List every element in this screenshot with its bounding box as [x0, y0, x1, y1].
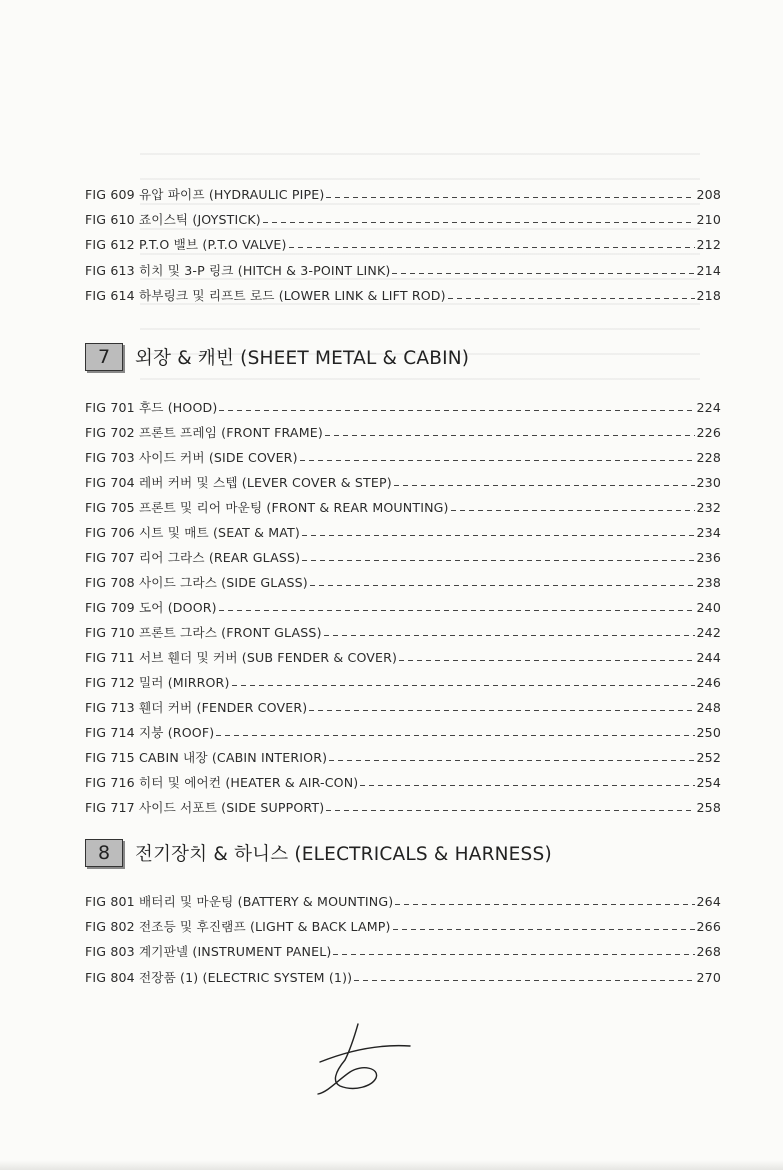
- toc-entry[interactable]: [85, 697, 721, 717]
- toc-entry-label: FIG 613 히치 및 3-P 링크 (HITCH & 3-POINT LINK): [85, 263, 391, 278]
- toc-entry-page: 258: [696, 800, 721, 815]
- toc-entry[interactable]: [85, 522, 721, 542]
- dot-leader: [394, 485, 695, 486]
- toc-entry-label: FIG 703 사이드 커버 (SIDE COVER): [85, 450, 298, 465]
- toc-entry-label: FIG 702 프론트 프레임 (FRONT FRAME): [85, 425, 323, 440]
- toc-entry[interactable]: [85, 209, 721, 229]
- dot-leader: [216, 735, 694, 736]
- toc-entry-label: FIG 610 죠이스틱 (JOYSTICK): [85, 212, 261, 227]
- dot-leader: [325, 435, 695, 436]
- toc-entry-page: 228: [696, 450, 721, 465]
- toc-entry[interactable]: [85, 472, 721, 492]
- toc-entry-page: 246: [696, 675, 721, 690]
- toc-entry[interactable]: [85, 497, 721, 517]
- dot-leader: [326, 197, 694, 198]
- dot-leader: [392, 273, 694, 274]
- section-number-box: 8: [85, 839, 123, 867]
- toc-entry-label: FIG 715 CABIN 내장 (CABIN INTERIOR): [85, 750, 328, 765]
- toc-entry-page: 234: [696, 525, 721, 540]
- toc-entry-label: FIG 712 밀러 (MIRROR): [85, 675, 230, 690]
- toc-entry-label: FIG 709 도어 (DOOR): [85, 600, 217, 615]
- toc-entry[interactable]: [85, 184, 721, 204]
- toc-entry[interactable]: [85, 772, 721, 792]
- toc-entry[interactable]: [85, 234, 721, 254]
- toc-entry-page: 268: [696, 944, 721, 959]
- toc-entry-page: 224: [696, 400, 721, 415]
- section-heading-8: [85, 838, 552, 868]
- toc-entry[interactable]: [85, 672, 721, 692]
- toc-entry[interactable]: [85, 797, 721, 817]
- toc-entry-label: FIG 614 하부링크 및 리프트 로드 (LOWER LINK & LIFT ROD): [85, 288, 446, 303]
- toc-entry-page: 232: [696, 500, 721, 515]
- toc-entry[interactable]: [85, 422, 721, 442]
- dot-leader: [324, 635, 695, 636]
- toc-entry-page: 240: [696, 600, 721, 615]
- dot-leader: [354, 980, 694, 981]
- toc-entry-page: 218: [696, 288, 721, 303]
- toc-entry-label: FIG 717 사이드 서포트 (SIDE SUPPORT): [85, 800, 325, 815]
- toc-entry[interactable]: [85, 285, 721, 305]
- toc-entry-label: FIG 701 후드 (HOOD): [85, 400, 218, 415]
- dot-leader: [451, 510, 695, 511]
- toc-entry-label: FIG 705 프론트 및 리어 마운팅 (FRONT & REAR MOUNTING): [85, 500, 449, 515]
- dot-leader: [302, 535, 695, 536]
- dot-leader: [326, 810, 694, 811]
- section-title: 전기장치 & 하니스 (ELECTRICALS & HARNESS): [135, 844, 552, 865]
- toc-entry-page: 264: [696, 894, 721, 909]
- toc-entry-page: 226: [696, 425, 721, 440]
- dot-leader: [399, 660, 694, 661]
- toc-entry[interactable]: [85, 647, 721, 667]
- toc-entry[interactable]: [85, 941, 721, 961]
- section-number-box: 7: [85, 343, 123, 371]
- toc-entry-label: FIG 714 지붕 (ROOF): [85, 725, 215, 740]
- toc-entry-label: FIG 612 P.T.O 밸브 (P.T.O VALVE): [85, 237, 287, 252]
- dot-leader: [232, 685, 695, 686]
- dot-leader: [263, 222, 695, 223]
- toc-entry-page: 248: [696, 700, 721, 715]
- section-heading-7: [85, 342, 469, 372]
- toc-entry-page: 244: [696, 650, 721, 665]
- handwritten-signature: [310, 1020, 420, 1110]
- toc-entry-label: FIG 707 리어 그라스 (REAR GLASS): [85, 550, 301, 565]
- dot-leader: [302, 560, 694, 561]
- toc-entry-page: 250: [696, 725, 721, 740]
- toc-entry[interactable]: [85, 397, 721, 417]
- toc-entry-label: FIG 706 시트 및 매트 (SEAT & MAT): [85, 525, 300, 540]
- toc-entry[interactable]: [85, 747, 721, 767]
- toc-entry-label: FIG 609 유압 파이프 (HYDRAULIC PIPE): [85, 187, 325, 202]
- toc-entry-page: 210: [696, 212, 721, 227]
- toc-entry-label: FIG 716 히터 및 에어컨 (HEATER & AIR-CON): [85, 775, 359, 790]
- toc-entry-page: 238: [696, 575, 721, 590]
- dot-leader: [219, 610, 695, 611]
- toc-entry-page: 214: [696, 263, 721, 278]
- dot-leader: [395, 904, 694, 905]
- toc-entry-label: FIG 713 휀더 커버 (FENDER COVER): [85, 700, 308, 715]
- toc-entry-page: 252: [696, 750, 721, 765]
- section-title: 외장 & 캐빈 (SHEET METAL & CABIN): [135, 348, 470, 369]
- toc-entry-label: FIG 803 계기판넬 (INSTRUMENT PANEL): [85, 944, 332, 959]
- dot-leader: [448, 298, 695, 299]
- dot-leader: [310, 585, 695, 586]
- toc-entry-label: FIG 704 레버 커버 및 스텝 (LEVER COVER & STEP): [85, 475, 392, 490]
- toc-entry-page: 230: [696, 475, 721, 490]
- toc-entry[interactable]: [85, 447, 721, 467]
- toc-entry-label: FIG 711 서브 휀더 및 커버 (SUB FENDER & COVER): [85, 650, 398, 665]
- toc-entry-label: FIG 708 사이드 그라스 (SIDE GLASS): [85, 575, 308, 590]
- toc-entry-page: 266: [696, 919, 721, 934]
- dot-leader: [393, 929, 695, 930]
- toc-entry-label: FIG 801 배터리 및 마운팅 (BATTERY & MOUNTING): [85, 894, 394, 909]
- toc-entry[interactable]: [85, 891, 721, 911]
- dot-leader: [333, 954, 694, 955]
- dot-leader: [360, 785, 694, 786]
- toc-entry-label: FIG 802 전조등 및 후진램프 (LIGHT & BACK LAMP): [85, 919, 391, 934]
- toc-entry-page: 254: [696, 775, 721, 790]
- dot-leader: [300, 460, 695, 461]
- dot-leader: [219, 410, 694, 411]
- toc-entry[interactable]: [85, 260, 721, 280]
- page-bottom-edge: [0, 1160, 783, 1170]
- toc-entry[interactable]: [85, 572, 721, 592]
- toc-entry-page: 270: [696, 970, 721, 985]
- toc-entry[interactable]: [85, 597, 721, 617]
- toc-entry-label: FIG 710 프론트 그라스 (FRONT GLASS): [85, 625, 322, 640]
- toc-entry-page: 212: [696, 237, 721, 252]
- toc-entry-page: 208: [696, 187, 721, 202]
- toc-entry[interactable]: [85, 722, 721, 742]
- toc-entry[interactable]: [85, 916, 721, 936]
- dot-leader: [329, 760, 694, 761]
- toc-entry-page: 242: [696, 625, 721, 640]
- toc-entry[interactable]: [85, 622, 721, 642]
- dot-leader: [289, 247, 695, 248]
- toc-entry-label: FIG 804 전장품 (1) (ELECTRIC SYSTEM (1)): [85, 970, 353, 985]
- toc-entry[interactable]: [85, 967, 721, 987]
- dot-leader: [309, 710, 694, 711]
- toc-entry[interactable]: [85, 547, 721, 567]
- toc-entry-page: 236: [696, 550, 721, 565]
